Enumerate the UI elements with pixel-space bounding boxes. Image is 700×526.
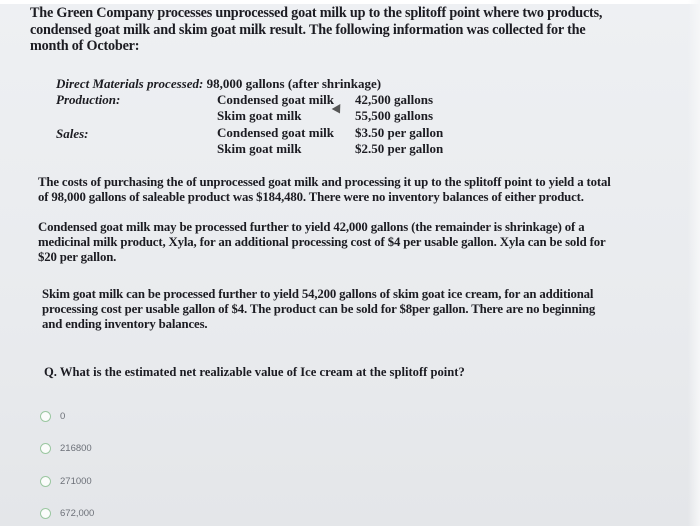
question-text: Q. What is the estimated net realizable value of Ice cream at the splitoff point? <box>44 365 465 379</box>
production-label: Production: <box>56 92 121 107</box>
option-271000[interactable] <box>40 474 92 488</box>
cost-paragraph: The costs of purchasing the of unprocessed goat milk and processing it up to the splitoff point to yield a total of 98,000 gallons of saleable product was $184,480. There were no inventory balances of either product. <box>38 175 611 204</box>
production-value-1: 42,500 gallons <box>355 92 434 107</box>
sales-product-2: Skim goat milk <box>217 141 302 156</box>
production-product-2: Skim goat milk <box>217 108 302 123</box>
direct-materials <box>56 76 381 91</box>
option-label: 0 <box>60 410 66 422</box>
sales-value-1: $3.50 per gallon <box>355 125 444 140</box>
production-product-1: Condensed goat milk <box>217 92 335 107</box>
right-edge <box>688 0 700 526</box>
option-label: 271000 <box>60 475 92 487</box>
sales-value-2: $2.50 per gallon <box>355 141 444 156</box>
radio-circle-icon[interactable] <box>40 508 51 519</box>
sales-label: Sales: <box>56 126 89 141</box>
option-label: 216800 <box>60 442 92 454</box>
direct-materials-label: Direct Materials processed: <box>56 76 204 91</box>
radio-circle-icon[interactable] <box>40 443 51 454</box>
radio-circle-icon[interactable] <box>40 411 51 422</box>
radio-circle-icon[interactable] <box>40 476 51 487</box>
top-bar <box>0 0 700 4</box>
intro-text: The Green Company processes unprocessed goat milk up to the splitoff point where two products, condensed goat milk and skim goat milk result. The following information was collected for the month of October: <box>30 5 603 54</box>
option-672000[interactable] <box>40 506 94 520</box>
production-value-2: 55,500 gallons <box>355 108 434 123</box>
skim-paragraph: Skim goat milk can be processed further to yield 54,200 gallons of skim goat ice cream, for an additional processing cost per usable gallon of $4. The product can be sold for $8per gallon. There are no beginning and ending inventory balances. <box>42 287 596 331</box>
condensed-paragraph: Condensed goat milk may be processed further to yield 42,000 gallons (the remainder is shrinkage) of a medicinal milk product, Xyla, for an additional processing cost of $4 per usable gallon. Xyla can be sold for $20 per gallon. <box>38 220 606 264</box>
option-216800[interactable] <box>40 441 92 455</box>
option-0[interactable] <box>40 409 65 423</box>
sales-product-1: Condensed goat milk <box>217 125 335 140</box>
option-label: 672,000 <box>60 507 95 519</box>
direct-materials-value: 98,000 gallons (after shrinkage) <box>206 76 382 91</box>
